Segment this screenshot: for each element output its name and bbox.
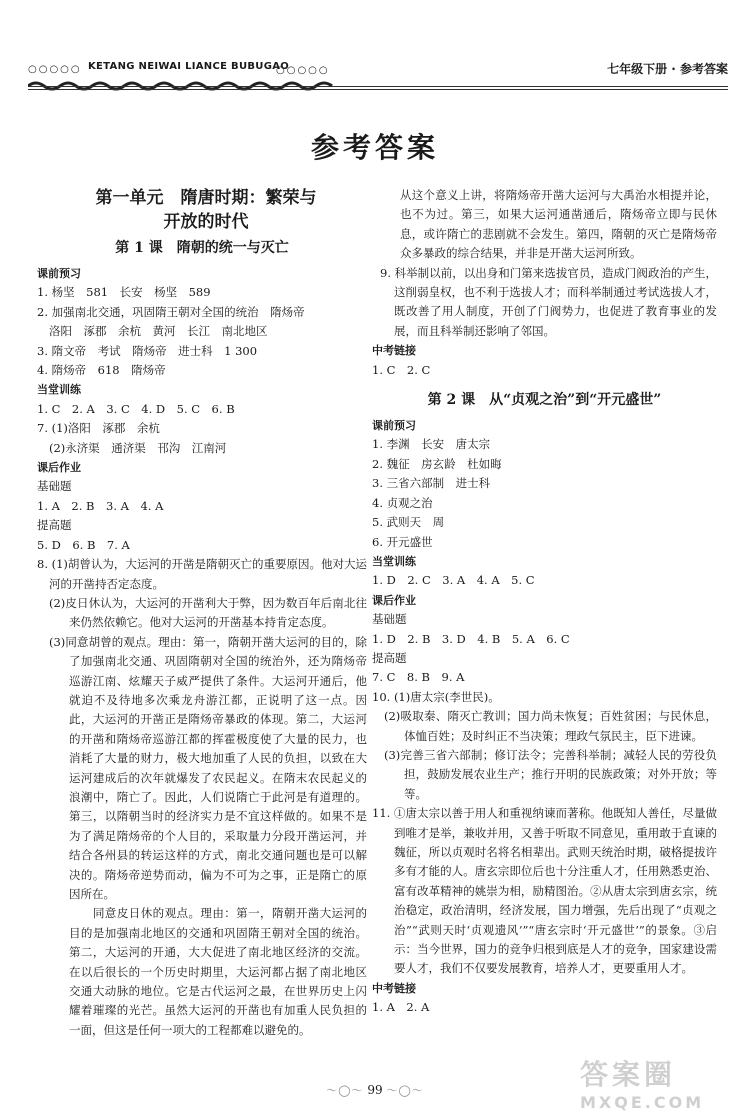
answer-line: 4. 隋炀帝 618 隋炀帝 [37, 363, 166, 378]
answer-line: 1. D 2. B 3. D 4. B 5. A 6. C [372, 631, 570, 646]
subsection-heading: 提高题 [372, 650, 407, 665]
header-rule-thin [28, 89, 728, 90]
header-rule [28, 86, 728, 87]
decorative-dots-left: ○○○○○ [28, 64, 82, 75]
answer-line: 7. (1)洛阳 涿郡 余杭 [37, 421, 160, 436]
answer-paragraph: 9. 科举制以前，以出身和门第来选拔官员，造成门阀政治的产生，这削弱皇权，也不利于选拔人才；而科举制通过考试选拔人才，既改善了用人制度，开创了门阀势力，也促进了教育事业的发展，而且科举制还影响了邻国。 [380, 265, 717, 338]
answer-line: 2. 魏征 房玄龄 杜如晦 [372, 456, 502, 471]
answer-line: 2. 加强南北交通，巩固隋王朝对全国的统治 隋炀帝 [37, 304, 305, 319]
site-watermark [580, 1053, 740, 1112]
subsection-heading: 基础题 [372, 612, 407, 627]
answer-line: 洛阳 涿郡 余杭 黄河 长江 南北地区 [49, 324, 268, 339]
answer-line: 4. 贞观之治 [372, 495, 433, 510]
left-column [37, 186, 367, 1040]
answer-line: 1. D 2. C 3. A 4. A 5. C [372, 573, 535, 588]
answer-line: 1. 杨坚 581 长安 杨坚 589 [37, 285, 211, 300]
book-section-label: 七年级下册 · 参考答案 [607, 62, 728, 76]
unit-title-line1: 第一单元 隋唐时期：繁荣与 [95, 188, 317, 208]
swirl-left-icon: 〜◯〜 [326, 1084, 364, 1097]
section-heading: 课前预习 [372, 419, 416, 433]
subsection-heading: 提高题 [37, 518, 72, 533]
answer-paragraph: 同意皮日休的观点。理由：第一，隋朝开凿大运河的目的是加强南北地区的交通和巩固隋王朝对全国的统治。第二，大运河的开通，大大促进了南北地区经济的交流。在以后很长的一个历史时期里，大运河都占据了南北地区交通大动脉的地位。它是古代运河之最，在世界历史上闪耀着璀璨的光芒。虽然大运河的开凿也有加重人民负担的一面，但这是任何一项大的工程都难以避免的。 [69, 906, 367, 1037]
lesson-title: 第 1 课 隋朝的统一与灭亡 [115, 240, 289, 256]
section-heading: 当堂训练 [37, 383, 81, 397]
answer-line: 1. C 2. C [372, 362, 431, 377]
watermark-logo-text: 答案圈 [580, 1058, 677, 1091]
answer-line: 1. A 2. B 3. A 4. A [37, 498, 164, 513]
section-heading: 课后作业 [372, 593, 416, 607]
answer-paragraph: 从这个意义上讲，将隋炀帝开凿大运河与大禹治水相提并论，也不为过。第三，如果大运河通凿通后，隋炀帝立即与民休息，或许隋亡的悲剧就不会发生。第四，隋朝的灭亡是隋炀帝众多暴政的综合结果，并非是开凿大运河所致。 [400, 188, 717, 261]
answer-paragraph: (2)皮日休认为，大运河的开凿利大于弊，因为数百年后南北往来仍然依赖它。他对大运河的开凿基本持肯定态度。 [49, 595, 367, 630]
section-heading: 当堂训练 [372, 554, 416, 568]
subsection-heading: 基础题 [37, 479, 72, 494]
lesson-title: 第 2 课 从“贞观之治”到“开元盛世” [427, 392, 662, 409]
section-heading: 中考链接 [372, 344, 416, 358]
answer-line: 1. C 2. A 3. C 4. D 5. C 6. B [37, 401, 235, 416]
watermark-domain: MXQE.COM [580, 1093, 705, 1112]
answer-line: 6. 开元盛世 [372, 534, 433, 549]
swirl-right-icon: 〜◯〜 [386, 1084, 424, 1097]
answer-paragraph: (3)完善三省六部制；修订法令；完善科举制；减轻人民的劳役负担，鼓励发展农业生产；推行开明的民族政策；对外开放；等等。 [384, 747, 717, 801]
answer-paragraph: (2)吸取秦、隋灭亡教训；国力尚未恢复；百姓贫困；与民休息，体恤百姓；及时纠正不当决策；理政气氛民主，臣下进谏。 [384, 709, 717, 743]
series-brand: KETANG NEIWAI LIANCE BUBUGAO [88, 61, 290, 72]
section-heading: 课前预习 [37, 267, 81, 280]
answer-line: 1. A 2. A [372, 1000, 430, 1015]
answer-line: 1. 李渊 长安 唐太宗 [372, 437, 491, 452]
answer-line: 5. 武则天 周 [372, 515, 445, 530]
answer-line: 7. C 8. B 9. A [372, 670, 465, 685]
answer-line: 5. D 6. B 7. A [37, 537, 130, 552]
answer-line: 3. 隋文帝 考试 隋炀帝 进士科 1 300 [37, 343, 258, 358]
section-heading: 中考链接 [372, 981, 416, 995]
answer-paragraph: (3)同意胡曾的观点。理由：第一，隋朝开凿大运河的目的，除了加强南北交通、巩固隋朝对全国的统治外，还为隋炀帝巡游江南、炫耀天子威严提供了条件。大运河开通后，他就迫不及待地多次乘龙舟游江都，正说明了这一点。因此，大运河的开凿正是隋炀帝暴政的体现。第二，大运河的开凿和隋炀帝巡游江都的挥霍极度使了大量的民力，也消耗了大量的财力，极大地加重了人民的负担，以致在大运河建成后的次年就爆发了农民起义。在隋末农民起义的浪潮中，隋亡了。因此，人们说隋亡于此河是有道理的。第三，以隋朝当时的经济实力是不宜这样做的。如果不是为了满足隋炀帝的个人目的，采取量力分段开凿运河，并结合各州县的转运这样的方式，南北交通问题也是可以解决的。隋炀帝逆势而动，偏为不可为之事，正是隋亡的原因所在。 [49, 634, 367, 901]
unit-title-line2: 开放的时代 [163, 212, 249, 232]
answer-line: (2)永济渠 通济渠 邗沟 江南河 [49, 440, 227, 455]
decorative-dots-right: ○○○○○ [276, 65, 330, 76]
right-column [372, 186, 717, 1018]
answer-paragraph: 8. (1)胡曾认为，大运河的开凿是隋朝灭亡的重要原因。他对大运河的开凿持否定态度。 [37, 557, 367, 591]
page-header [28, 50, 728, 90]
answer-line: 10. (1)唐太宗(李世民)。 [372, 689, 500, 704]
page-title: 参考答案 [310, 131, 439, 164]
answer-paragraph: 11. ①唐太宗以善于用人和重视纳谏而著称。他既知人善任，尽量做到唯才是举，兼收并用，又善于听取不同意见，重用敢于直谏的魏征，所以贞观时名将名相辈出。武则天统治时期，破格提拔许多有才能的人。唐玄宗即位后也十分注重人才，任用熟悉吏治、富有改革精神的姚崇为相，励精图治。②从唐太宗到唐玄宗，统治稳定，政治清明，经济发展，国力增强，先后出现了“贞观之治”“武则天时‘贞观遗风’”“唐玄宗时‘开元盛世’”的景象。③启示：当今世界，国力的竞争归根到底是人才的竞争，国家建设需要人才，我们不仅要发展教育，培养人才，更要重用人才。 [372, 806, 717, 976]
answer-line: 3. 三省六部制 进士科 [372, 476, 491, 491]
section-heading: 课后作业 [37, 461, 81, 475]
page-number: 99 [367, 1083, 383, 1097]
